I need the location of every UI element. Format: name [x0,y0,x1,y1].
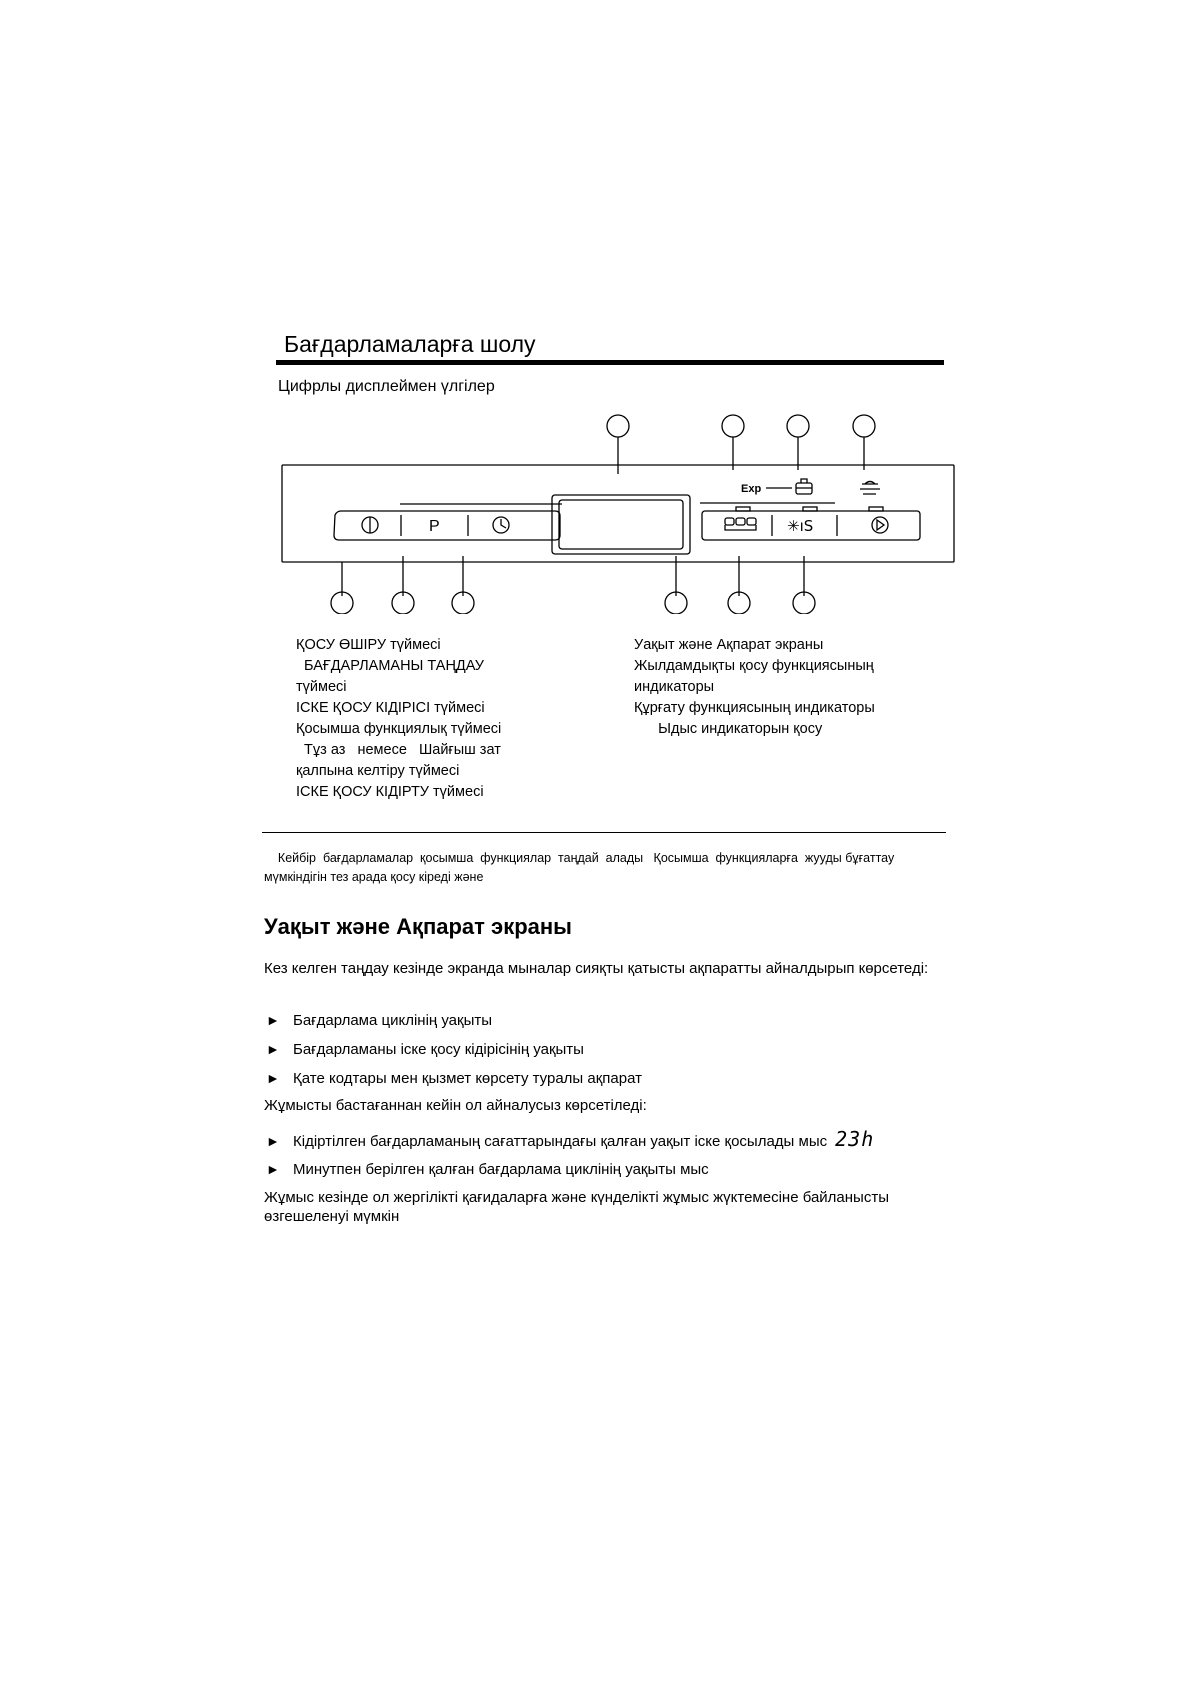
express-led [736,507,750,511]
bullet-arrow-icon: ► [266,1161,280,1177]
bullet-item [266,1011,492,1030]
bullet-arrow-icon: ► [266,1012,280,1028]
bullet-text: Қате кодтары мен қызмет көрсету туралы ақпарат [293,1070,642,1087]
bullet-text: Минутпен берілген қалған бағдарлама циклінің уақыты мыс [293,1161,709,1178]
program-button-label: P [429,518,440,535]
callout-circle-display [607,415,629,437]
legend-right [634,635,875,740]
subtitle: Цифрлы дисплеймен үлгілер [278,378,495,395]
legend-item: Тұз аз немесе Шайғыш зат [296,742,501,758]
legend-left [296,635,501,803]
left-button-group [334,511,560,540]
bullet-arrow-icon: ► [266,1041,280,1057]
legend-item: Құрғату функциясының индикаторы [634,700,875,716]
bullet-item [266,1127,875,1151]
title-rule [276,360,944,365]
bullet-text: Бағдарламаны іске қосу кідірісінің уақыты [293,1041,584,1058]
bullet-text: Бағдарлама циклінің уақыты [293,1012,493,1029]
legend-item: түймесі [296,679,347,695]
callout-circle-dry [787,415,809,437]
salt-led [869,507,883,511]
display-example: 23h [835,1127,875,1151]
bullet-text: Кідіртілген бағдарламаның сағаттарындағы қалған уақыт іске қосылады мыс [293,1133,828,1150]
heading-time-info-display: Уақыт және Ақпарат экраны [264,914,572,939]
express-label: Exp [741,483,762,495]
legend-item: ҚОСУ ӨШІРУ түймесі [296,637,441,653]
start-pause-icon [872,517,888,533]
control-panel-diagram [270,404,960,614]
rinse-salt-icon: ✳ıS [787,517,814,535]
legend-item: индикаторы [634,679,715,695]
salt-indicator-icon [860,482,880,495]
bullet-item [266,1160,709,1179]
display-window [552,495,690,554]
extra-function-icon [725,518,756,530]
legend-item: Ыдыс индикаторын қосу [634,721,823,737]
bullet-item [266,1069,642,1088]
legend-item: ІСКЕ ҚОСУ КІДІРІСІ түймесі [296,700,485,716]
panel-body [282,465,954,562]
bullet-arrow-icon: ► [266,1133,280,1149]
bullet-item [266,1040,584,1059]
section-title: Бағдарламаларға шолу [284,331,536,357]
dry-led [803,507,817,511]
callout-circle-express [722,415,744,437]
callout-circle-salt [853,415,875,437]
closing-paragraph: Жұмыс кезінде ол жергілікті қағидаларға және күнделікті жұмыс жүктемесіне байланысты өзгешеленуі мүмкін [264,1189,889,1225]
after-start-text: Жұмысты бастағаннан кейін ол айналусыз көрсетіледі: [264,1097,647,1114]
intro-paragraph: Кез келген таңдау кезінде экранда мыналар сияқты қатысты ақпаратты айналдырып көрсетеді: [264,960,929,977]
legend-item: қалпына келтіру түймесі [296,763,460,779]
legend-item: БАҒДАРЛАМАНЫ ТАҢДАУ [296,658,484,674]
bullet-arrow-icon: ► [266,1070,280,1086]
legend-item: Жылдамдықты қосу функциясының [634,658,874,674]
section-divider [262,832,946,833]
legend-item: Уақыт және Ақпарат экраны [634,637,824,653]
legend-item: ІСКЕ ҚОСУ КІДІРТУ түймесі [296,784,484,800]
legend-item: Қосымша функциялық түймесі [296,721,502,737]
note-text: Кейбір бағдарламалар қосымша функциялар таңдай алады Қосымша функцияларға жууды бұғаттау мүмкіндігін тез арада қосу кіреді және [264,851,898,884]
